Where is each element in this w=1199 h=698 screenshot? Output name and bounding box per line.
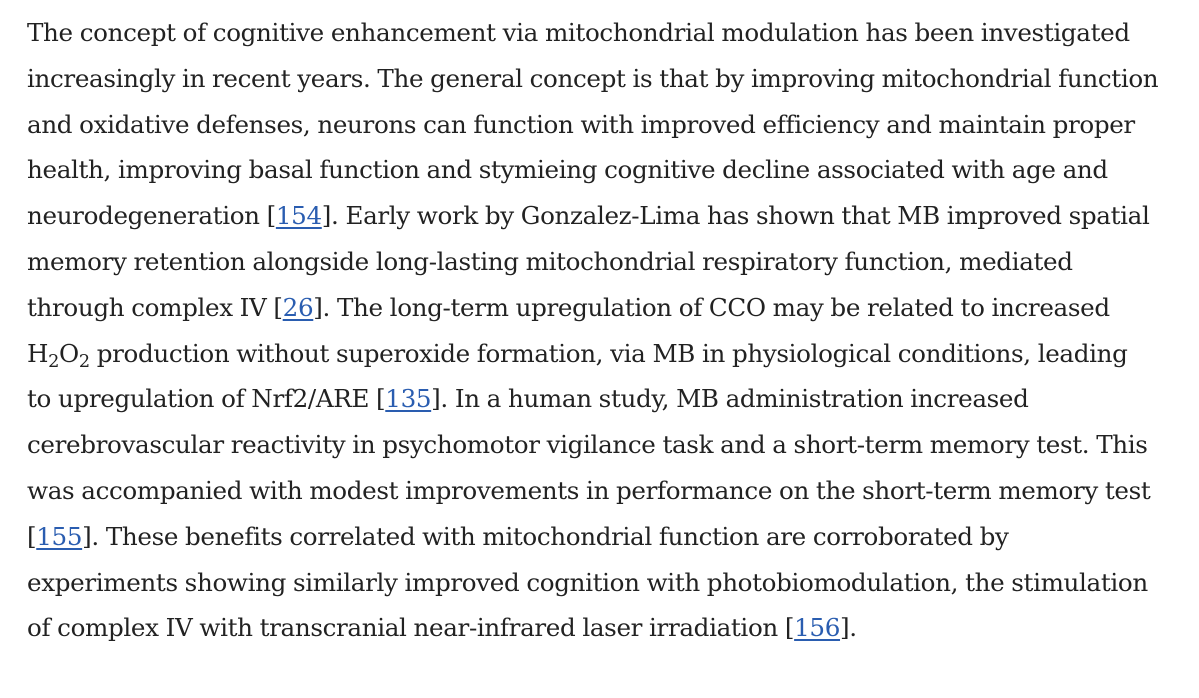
citation-link-155[interactable]: 155 bbox=[36, 521, 83, 551]
paragraph-line: cerebrovascular reactivity in psychomotor vigilance task and a short-term memory test. This bbox=[27, 430, 1148, 460]
citation-link-156[interactable]: 156 bbox=[794, 613, 841, 643]
paragraph-line: increasingly in recent years. The general concept is that by improving mitochondrial function bbox=[27, 63, 1159, 93]
paragraph-line: neurodegeneration [154]. Early work by Gonzalez-Lima has shown that MB improved spatial bbox=[27, 201, 1150, 231]
citation-link-135[interactable]: 135 bbox=[385, 384, 432, 414]
paragraph-line: and oxidative defenses, neurons can function with improved efficiency and maintain proper bbox=[27, 109, 1135, 139]
paragraph-line: memory retention alongside long-lasting mitochondrial respiratory function, mediated bbox=[27, 246, 1073, 276]
citation-link-26[interactable]: 26 bbox=[282, 292, 314, 322]
chemical-formula-h2o2: $H_2O_2$ bbox=[27, 338, 90, 372]
paragraph-line: experiments showing similarly improved cognition with photobiomodulation, the stimulation bbox=[27, 567, 1148, 597]
paragraph-line: was accompanied with modest improvements in performance on the short-term memory test bbox=[27, 475, 1151, 505]
paragraph-line: to upregulation of Nrf2/ARE [135]. In a human study, MB administration increased bbox=[27, 384, 1029, 414]
paragraph-line: [155]. These benefits correlated with mitochondrial function are corroborated by bbox=[27, 521, 1009, 551]
paragraph-line: The concept of cognitive enhancement via mitochondrial modulation has been investigated bbox=[27, 18, 1130, 47]
paragraph-line: health, improving basal function and stymieing cognitive decline associated with age and bbox=[27, 155, 1108, 185]
citation-link-154[interactable]: 154 bbox=[275, 201, 322, 231]
paragraph-line: through complex IV [26]. The long-term upregulation of CCO may be related to increased bbox=[27, 292, 1110, 322]
paragraph-line: of complex IV with transcranial near-infrared laser irradiation [156]. bbox=[27, 613, 857, 643]
paragraph-line: $H_2O_2$ production without superoxide formation, via MB in physiological conditions, leading bbox=[27, 338, 1128, 372]
